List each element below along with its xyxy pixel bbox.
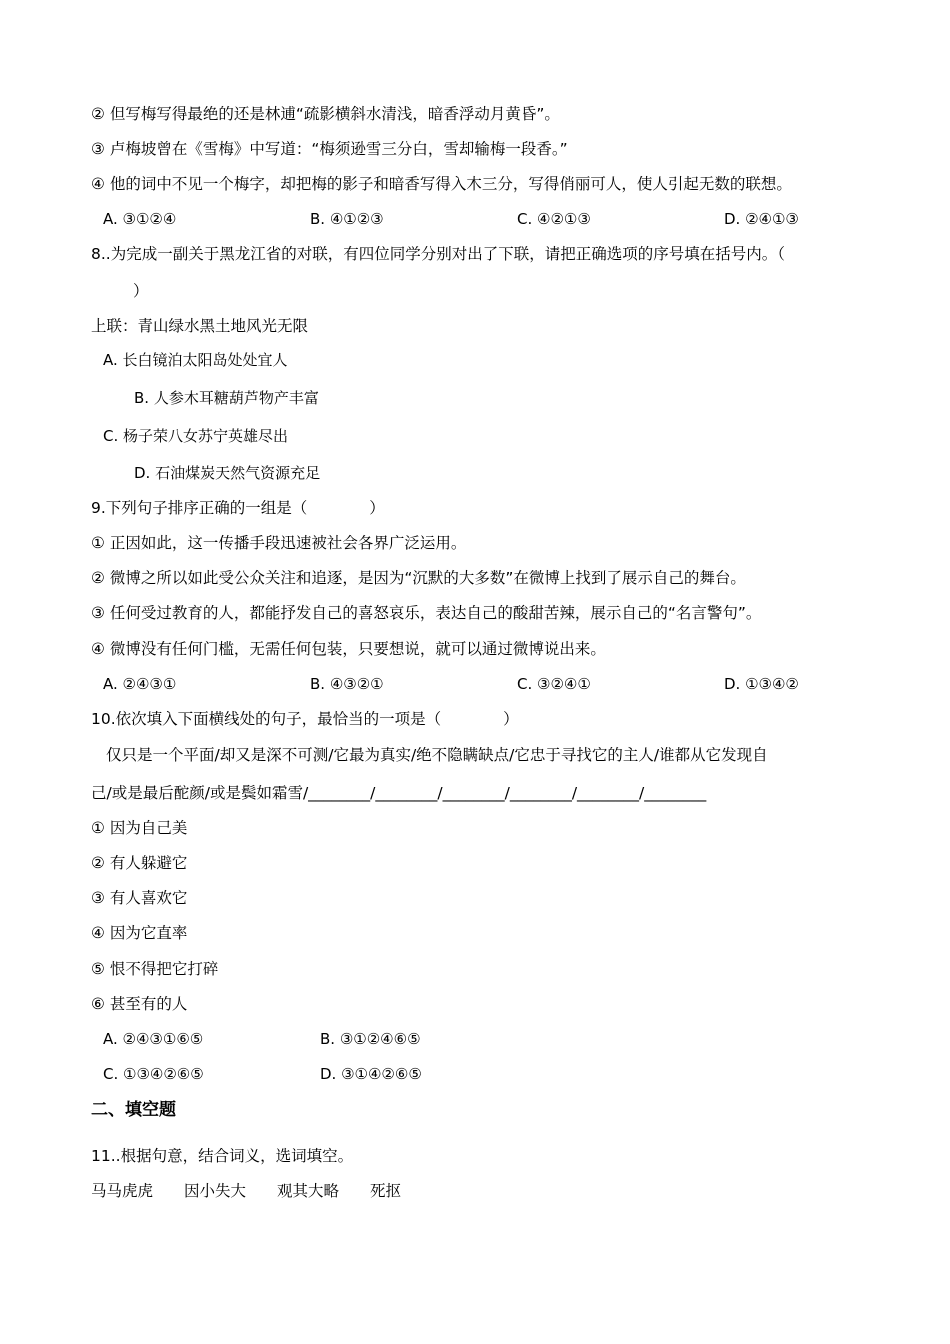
q11-word-bank: 马马虎虎 因小失大 观其大略 死抠 <box>91 1182 402 1200</box>
q10-item-1: ① 因为自己美 <box>91 819 188 837</box>
q10-passage-line-2: 己/或是最后酡颜/或是鬓如霜雪/________/________/________/________/________/________ <box>91 784 707 802</box>
q9-option-d: D. ①③④② <box>724 675 799 693</box>
q9-sentence-4: ④ 微博没有任何门槛，无需任何包装，只要想说，就可以通过微博说出来。 <box>91 640 606 658</box>
q8-upper-couplet: 上联：青山绿水黑土地风光无限 <box>91 317 309 335</box>
q10-item-6: ⑥ 甚至有的人 <box>91 995 188 1013</box>
q8-option-c: C. 杨子荣八女苏宁英雄尽出 <box>103 427 289 445</box>
q9-option-a: A. ②④③① <box>103 675 177 693</box>
q11-stem: 11..根据句意，结合词义，选词填空。 <box>91 1147 354 1165</box>
q10-item-2: ② 有人躲避它 <box>91 854 188 872</box>
q8-option-a: A. 长白镜泊太阳岛处处宜人 <box>103 351 288 369</box>
q7-option-a: A. ③①②④ <box>103 210 177 228</box>
q7-sentence-2: ② 但写梅写得最绝的还是林逋“疏影横斜水清浅，暗香浮动月黄昏”。 <box>91 105 560 123</box>
q10-option-d: D. ③①④②⑥⑤ <box>320 1065 422 1083</box>
q10-option-c: C. ①③④②⑥⑤ <box>103 1065 204 1083</box>
q9-option-c: C. ③②④① <box>517 675 591 693</box>
q9-sentence-1: ① 正因如此，这一传播手段迅速被社会各界广泛运用。 <box>91 534 467 552</box>
q9-stem: 9.下列句子排序正确的一组是（ ） <box>91 499 385 517</box>
q7-option-b: B. ④①②③ <box>310 210 384 228</box>
q10-option-b: B. ③①②④⑥⑤ <box>320 1030 421 1048</box>
q10-item-4: ④ 因为它直率 <box>91 924 188 942</box>
section-heading-fill-in: 二、填空题 <box>91 1100 176 1120</box>
q9-sentence-2: ② 微博之所以如此受公众关注和追逐，是因为“沉默的大多数”在微博上找到了展示自己的舞台。 <box>91 569 746 587</box>
q8-option-d: D. 石油煤炭天然气资源充足 <box>134 464 321 482</box>
q9-option-b: B. ④③②① <box>310 675 384 693</box>
q8-option-b: B. 人参木耳糖葫芦物产丰富 <box>134 389 319 407</box>
q8-stem: 8..为完成一副关于黑龙江省的对联，有四位同学分别对出了下联，请把正确选项的序号填在括号内。（ <box>91 245 785 263</box>
q7-sentence-4: ④ 他的词中不见一个梅字，却把梅的影子和暗香写得入木三分，写得俏丽可人，使人引起无数的联想。 <box>91 175 792 193</box>
q10-option-a: A. ②④③①⑥⑤ <box>103 1030 204 1048</box>
q8-stem-close: ） <box>133 282 149 300</box>
q7-sentence-3: ③ 卢梅坡曾在《雪梅》中写道：“梅须逊雪三分白，雪却输梅一段香。” <box>91 140 568 158</box>
q10-stem: 10.依次填入下面横线处的句子，最恰当的一项是（ ） <box>91 710 519 728</box>
q7-option-c: C. ④②①③ <box>517 210 591 228</box>
q10-item-3: ③ 有人喜欢它 <box>91 889 188 907</box>
q9-sentence-3: ③ 任何受过教育的人，都能抒发自己的喜怒哀乐，表达自己的酸甜苦辣，展示自己的“名言警句”。 <box>91 604 762 622</box>
q10-item-5: ⑤ 恨不得把它打碎 <box>91 960 219 978</box>
q10-passage-line-1: 仅只是一个平面/却又是深不可测/它最为真实/绝不隐瞒缺点/它忠于寻找它的主人/谁都从它发现自 <box>106 746 768 764</box>
q7-option-d: D. ②④①③ <box>724 210 799 228</box>
